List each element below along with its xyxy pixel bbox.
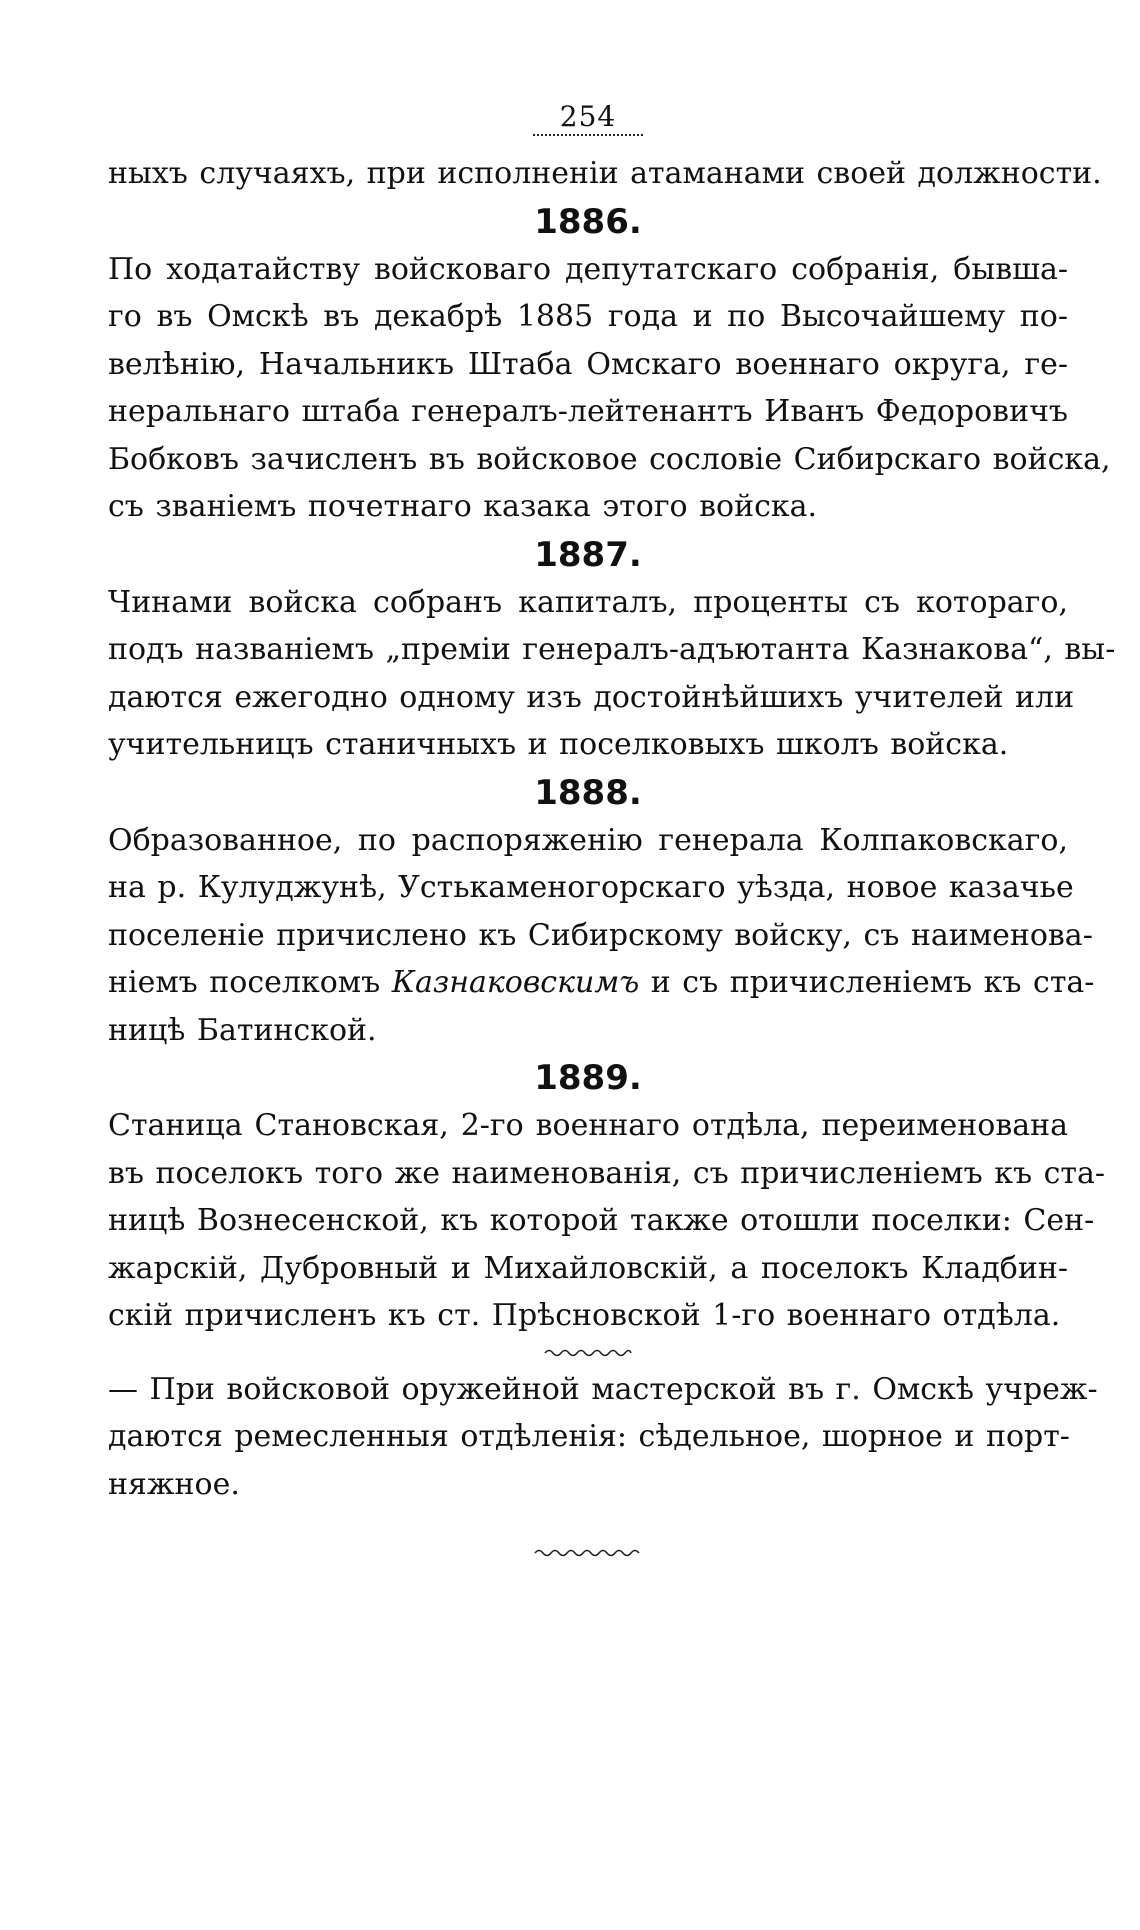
page-number: 254 (559, 100, 617, 133)
year-heading-1887: 1887. (534, 534, 642, 575)
continuation-line: ныхъ случаяхъ, при исполненіи атаманами своей должности. (108, 156, 1102, 191)
paragraph-1887 (108, 579, 1116, 769)
paragraph-line: на р. Кулуджунѣ, Устькаменогорскаго уѣзда, новое казачье (108, 870, 1074, 905)
italic-place-name: Казнаковскимъ (391, 965, 640, 1000)
paragraph-line: го въ Омскѣ въ декабрѣ 1885 года и по Высочайшему по- (108, 299, 1068, 334)
paragraph-line: неральнаго штаба генералъ-лейтенантъ Иванъ Федоровичъ (108, 394, 1068, 429)
paragraph-line: Образованное, по распоряженію генерала Колпаковскаго, (108, 822, 1068, 858)
book-page (108, 100, 1116, 1560)
paragraph-line: ницѣ Батинской. (108, 1012, 377, 1048)
paragraph-line: Бобковъ зачисленъ въ войсковое сословіе Сибирскаго войска, (108, 441, 1111, 477)
paragraph-line: По ходатайству войсковаго депутатскаго собранія, бывша- (108, 251, 1068, 287)
paragraph-line: жарскій, Дубровный и Михайловскій, а поселокъ Кладбин- (108, 1250, 1068, 1286)
note-line: даются ремесленныя отдѣленія: сѣдельное, шорное и порт- (108, 1419, 1070, 1454)
year-heading-1889: 1889. (534, 1058, 642, 1098)
paragraph-line: подъ названіемъ „преміи генералъ-адъютанта Казнакова“, вы- (108, 632, 1116, 667)
wavy-ornament-end (533, 1546, 643, 1560)
paragraph-line: скій причисленъ къ ст. Прѣсновской 1-го военнаго отдѣла. (108, 1298, 1061, 1333)
year-heading-1888: 1888. (534, 772, 642, 813)
paragraph-line: учительницъ станичныхъ и поселковыхъ школъ войска. (108, 727, 1009, 762)
paragraph-line: велѣнію, Начальникъ Штаба Омскаго военнаго округа, ге- (108, 346, 1068, 382)
paragraph-1888 (108, 817, 1095, 1055)
line-text: и съ причисленіемъ къ ста- (639, 965, 1095, 1000)
year-heading-1886: 1886. (534, 201, 642, 242)
paragraph-line: Станица Становская, 2-го военнаго отдѣла, переименована (108, 1108, 1068, 1143)
paragraph-line: даются ежегодно одному изъ достойнѣйшихъ учителей или (108, 679, 1075, 715)
note-line: няжное. (108, 1466, 240, 1502)
paragraph-line: поселеніе причислено къ Сибирскому войску, съ наименова- (108, 917, 1093, 953)
paragraph-line: съ званіемъ почетнаго казака этого войска. (108, 489, 818, 524)
paragraph-line: Чинами войска собранъ капиталъ, проценты съ котораго, (108, 584, 1068, 620)
paragraph-line: ницѣ Вознесенской, къ которой также отошли поселки: Сен- (108, 1203, 1095, 1238)
paragraph-1886 (108, 246, 1111, 531)
paragraph-line-with-italic (108, 959, 1095, 1007)
wavy-ornament-divider (543, 1346, 633, 1360)
note-line: — При войсковой оружейной мастерской въ г. Омскѣ учреж- (108, 1371, 1098, 1407)
line-text: ніемъ поселкомъ (108, 965, 392, 1000)
paragraph-line: въ поселокъ того же наименованія, съ причисленіемъ къ ста- (108, 1155, 1106, 1191)
paragraph-1889 (108, 1102, 1106, 1340)
closing-note (108, 1366, 1098, 1509)
